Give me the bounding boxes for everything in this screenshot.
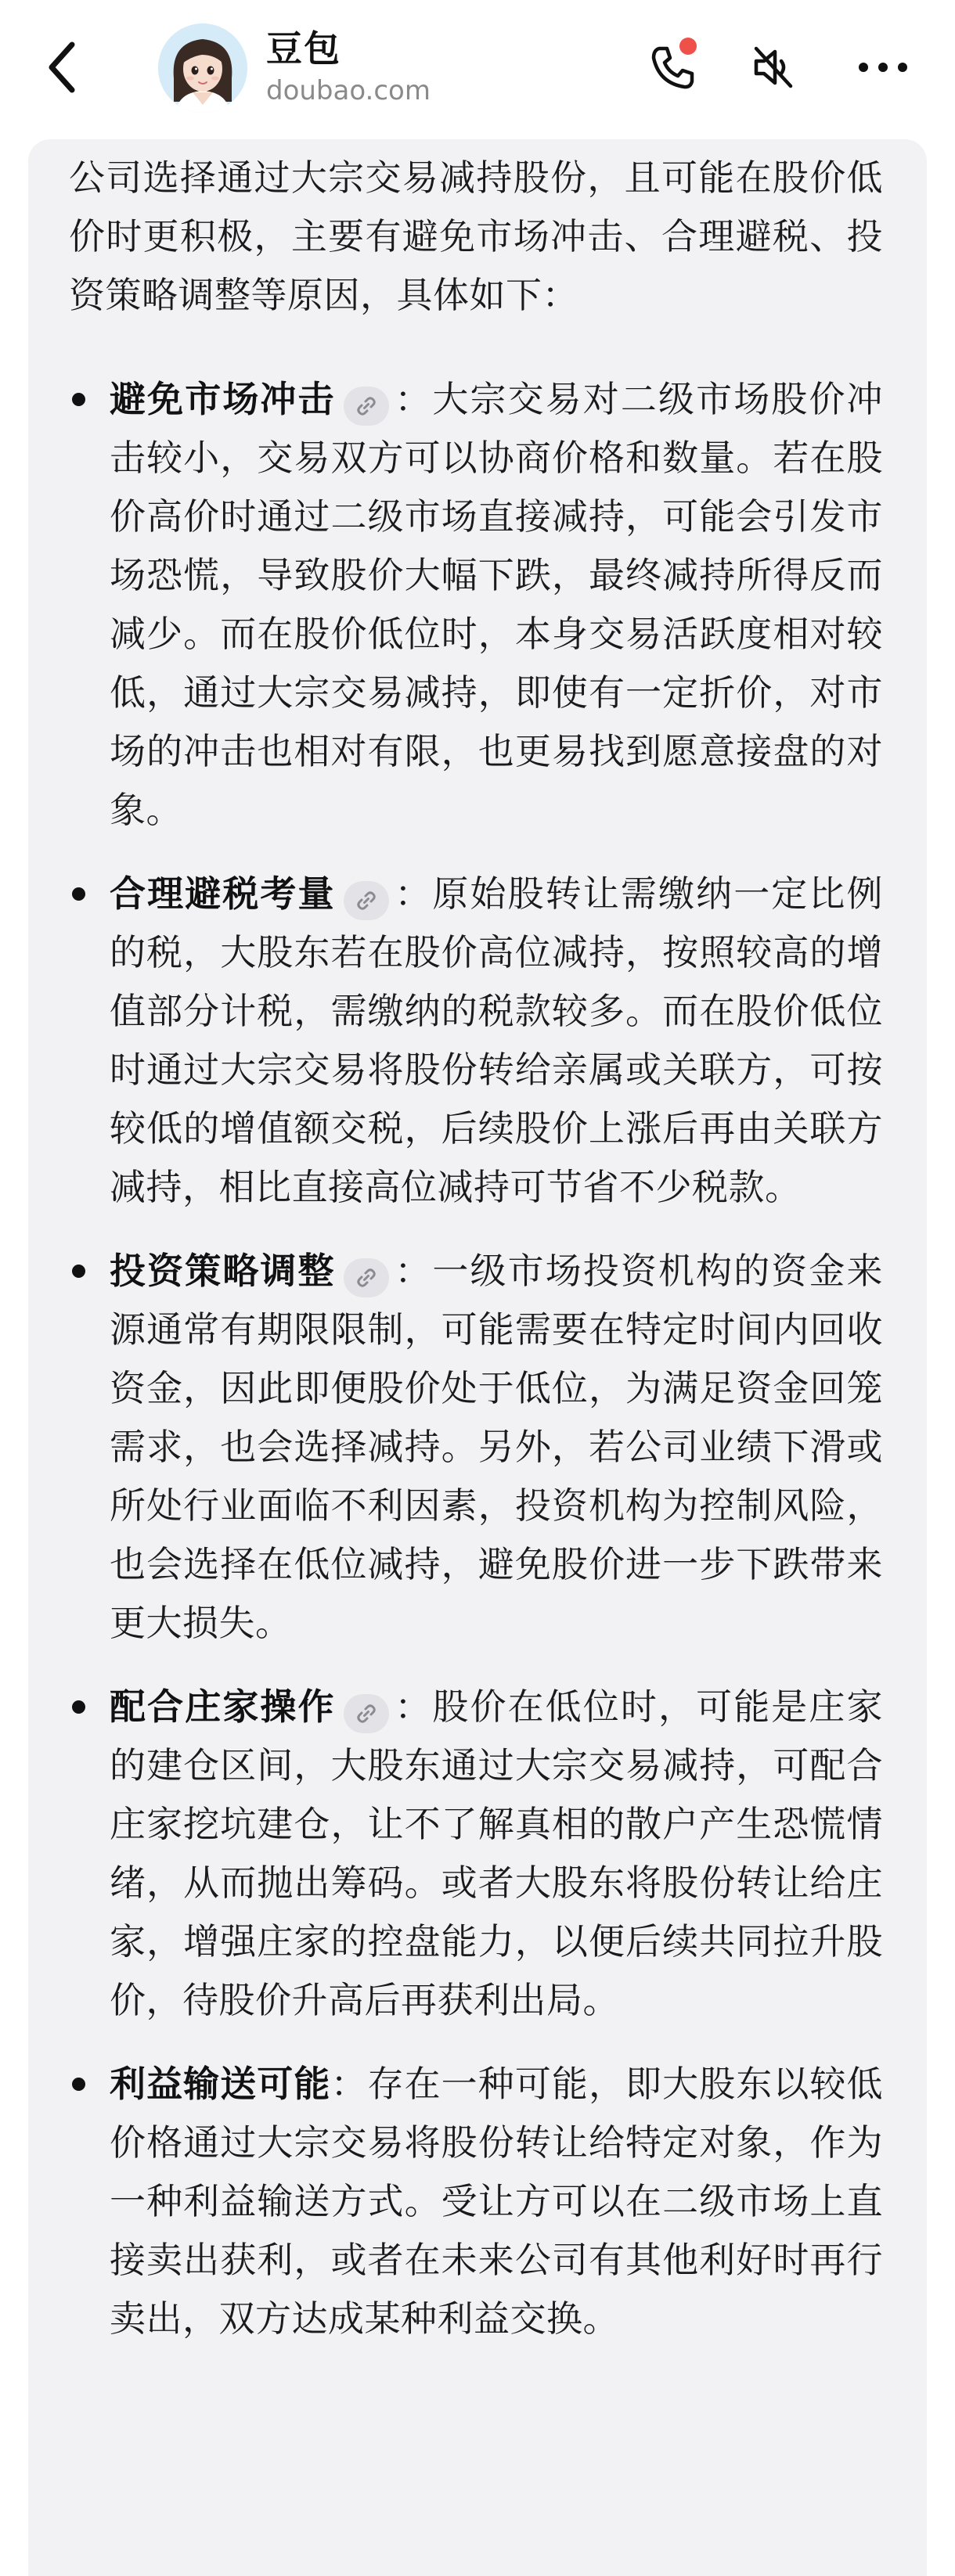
bullet-dot (72, 887, 85, 901)
item-colon: ： (393, 1686, 433, 1728)
link-icon (355, 1702, 378, 1725)
item-body: 大宗交易对二级市场股价冲击较小，交易双方可以协商价格和数量。若在股价高价时通过二级市场直接减持，可能会引发市场恐慌，导致股价大幅下跌，最终减持所得反而减少。而在股价低位时，本身交易活跃度相对较低，通过大宗交易减持，即使有一定折价，对市场的冲击也相对有限，也更易找到愿意接盘的对象。 (110, 378, 884, 831)
item-body: 一级市场投资机构的资金来源通常有期限限制，可能需要在特定时间内回收资金，因此即便股价处于低位，为满足资金回笼需求，也会选择减持。另外，若公司业绩下滑或所处行业面临不利因素，投资机构为控制风险，也会选择在低位减持，避免股价进一步下跌带来更大损失。 (110, 1250, 884, 1644)
contact-domain: doubao.com (266, 75, 431, 106)
more-dots-icon (856, 59, 910, 75)
message-intro: 公司选择通过大宗交易减持股份，且可能在股价低价时更积极，主要有避免市场冲击、合理避税、投资策略调整等原因，具体如下： (69, 157, 883, 316)
list-item (69, 865, 883, 1217)
contact-name: 豆包 (266, 27, 341, 70)
item-title: 配合庄家操作 (110, 1686, 336, 1728)
item-title: 合理避税考量 (110, 872, 336, 915)
reference-link-button[interactable] (344, 387, 389, 426)
list-item (69, 1678, 883, 2030)
item-colon: ： (330, 2063, 368, 2105)
item-body: 存在一种可能，即大股东以较低价格通过大宗交易将股份转让给特定对象，作为一种利益输送方式。受让方可以在二级市场上直接卖出获利，或者在未来公司有其他利好时再行卖出，双方达成某种利益交换。 (110, 2063, 884, 2340)
reference-link-button[interactable] (344, 881, 389, 920)
item-colon: ： (393, 378, 433, 420)
more-button[interactable] (850, 34, 916, 100)
speaker-muted-icon (748, 42, 798, 92)
mute-button[interactable] (741, 34, 806, 100)
notification-dot (679, 38, 697, 55)
item-colon: ： (393, 872, 433, 915)
list-item (69, 370, 883, 840)
bullet-dot (72, 2078, 85, 2091)
item-colon: ： (393, 1250, 433, 1292)
link-icon (355, 889, 378, 912)
link-icon (355, 1266, 378, 1290)
list-item (69, 2055, 883, 2348)
reference-link-button[interactable] (344, 1694, 389, 1733)
item-title: 避免市场冲击 (110, 378, 336, 420)
assistant-avatar-icon (158, 23, 247, 113)
item-body: 股价在低位时，可能是庄家的建仓区间，大股东通过大宗交易减持，可配合庄家挖坑建仓，让不了解真相的散户产生恐慌情绪，从而抛出筹码。或者大股东将股份转让给庄家，增强庄家的控盘能力，以便后续共同拉升股价，待股价升高后再获利出局。 (110, 1686, 884, 2021)
link-icon (355, 394, 378, 418)
bullet-dot (72, 1265, 85, 1278)
bullet-dot (72, 393, 85, 406)
chat-header (0, 0, 955, 135)
back-button[interactable] (31, 30, 91, 105)
chevron-left-icon (45, 40, 77, 95)
avatar[interactable] (158, 23, 247, 113)
chat-title-block (266, 27, 431, 110)
reference-link-button[interactable] (344, 1258, 389, 1297)
item-body: 原始股转让需缴纳一定比例的税，大股东若在股价高位减持，按照较高的增值部分计税，需缴纳的税款较多。而在股价低位时通过大宗交易将股份转给亲属或关联方，可按较低的增值额交税，后续股价上涨后再由关联方减持，相比直接高位减持可节省不少税款。 (110, 872, 884, 1208)
item-title: 投资策略调整 (110, 1250, 336, 1292)
item-title: 利益输送可能 (110, 2063, 331, 2105)
list-item (69, 1242, 883, 1653)
bullet-dot (72, 1700, 85, 1714)
message-content[interactable] (69, 149, 883, 2348)
